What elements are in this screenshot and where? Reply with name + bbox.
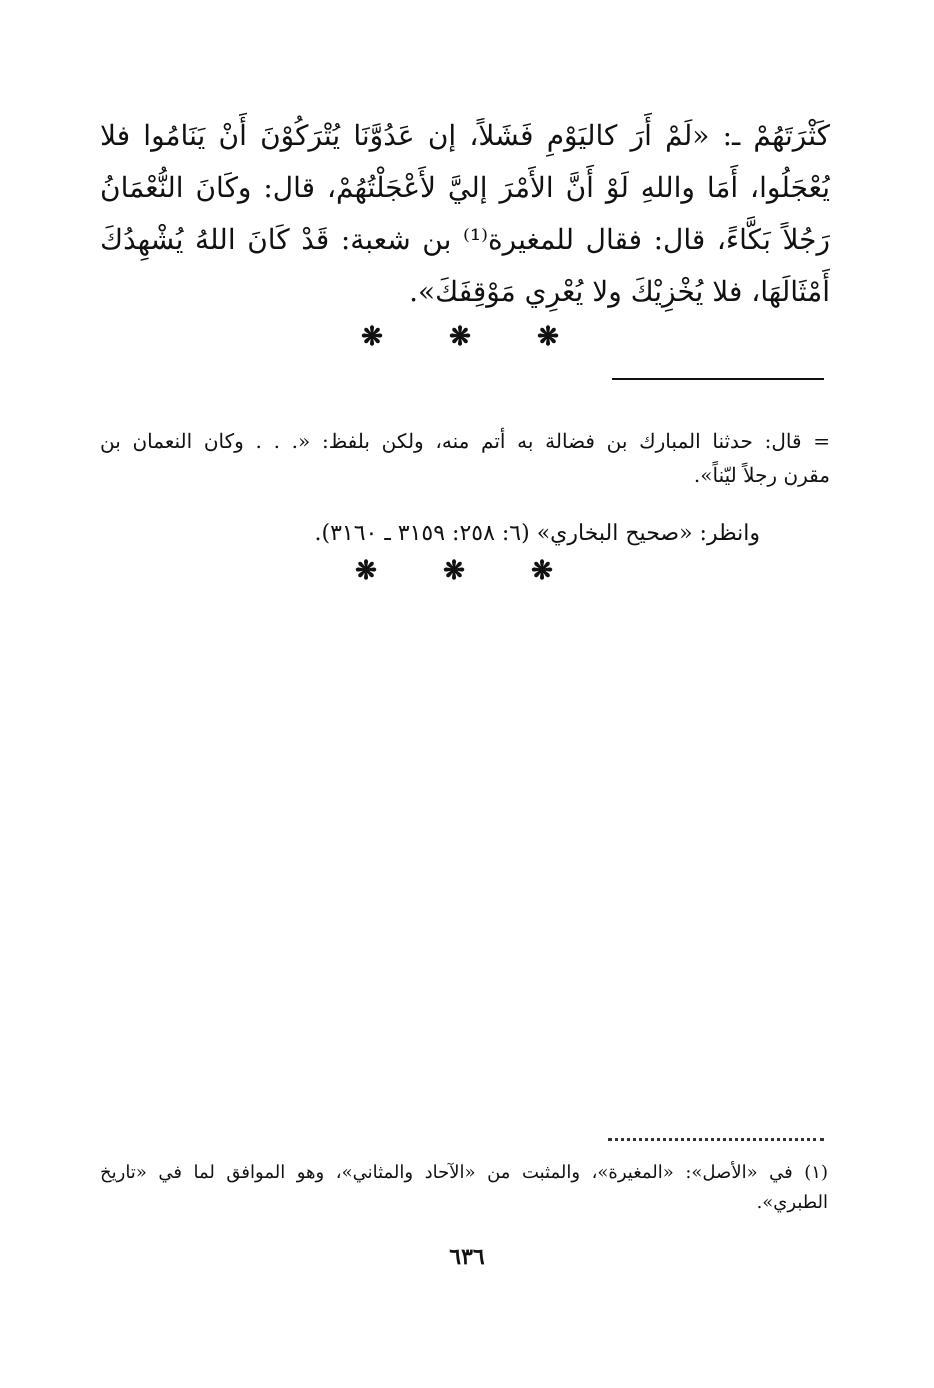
asterisk-icon: ❋ — [531, 556, 553, 586]
main-text-line: كَثْرَتَهُمْ ـ: «لَمْ أَرَ كاليَوْمِ فَشَلاً، إن عَدُوَّنَا يُتْرَكُوْنَ أَنْ يَنَامُوا فلا — [100, 119, 830, 152]
footnote-dotted-divider — [608, 1138, 824, 1141]
main-text — [100, 110, 830, 318]
main-text-line: رَجُلاً بَكَّاءً، قال: فقال للمغيرة⁽¹⁾ بن شعبة: قَدْ كَانَ اللهُ يُشْهِدُكَ — [100, 223, 830, 256]
asterisk-icon: ❋ — [537, 322, 559, 352]
page-number: ٦٣٦ — [449, 1244, 485, 1270]
asterisk-icon: ❋ — [361, 322, 383, 352]
note-line: = قال: حدثنا المبارك بن فضالة به أتم منه، ولكن بلفظ: «. . . وكان النعمان بن — [100, 429, 830, 453]
note-line: مقرن رجلاً ليّناً». — [693, 463, 830, 487]
asterisk-icon: ❋ — [449, 322, 471, 352]
footnote-divider — [612, 378, 824, 380]
footnote-line: (١) في «الأصل»: «المغيرة»، والمثبت من «الآحاد والمثاني»، وهو الموافق لما في «تاريخ — [100, 1162, 828, 1183]
main-text-line: أَمْثَالَهَا، فلا يُخْزِيْكَ ولا يُعْرِي مَوْقِفَكَ». — [409, 275, 830, 308]
main-text-line: يُعْجَلُوا، أَمَا واللهِ لَوْ أَنَّ الأَمْرَ إليَّ لأَعْجَلْتُهُمْ، قال: وكَانَ النُّعْمَانُ — [100, 171, 830, 204]
asterisk-icon: ❋ — [443, 556, 465, 586]
footnote — [100, 1158, 828, 1218]
continued-note — [100, 424, 830, 492]
asterisk-icon: ❋ — [355, 556, 377, 586]
note-separator — [322, 556, 586, 586]
note-reference: وانظر: «صحيح البخاري» (٦: ٢٥٨: ٣١٥٩ ـ ٣١٦٠). — [314, 521, 760, 546]
footnote-line: الطبري». — [756, 1192, 828, 1213]
section-separator — [328, 322, 592, 352]
